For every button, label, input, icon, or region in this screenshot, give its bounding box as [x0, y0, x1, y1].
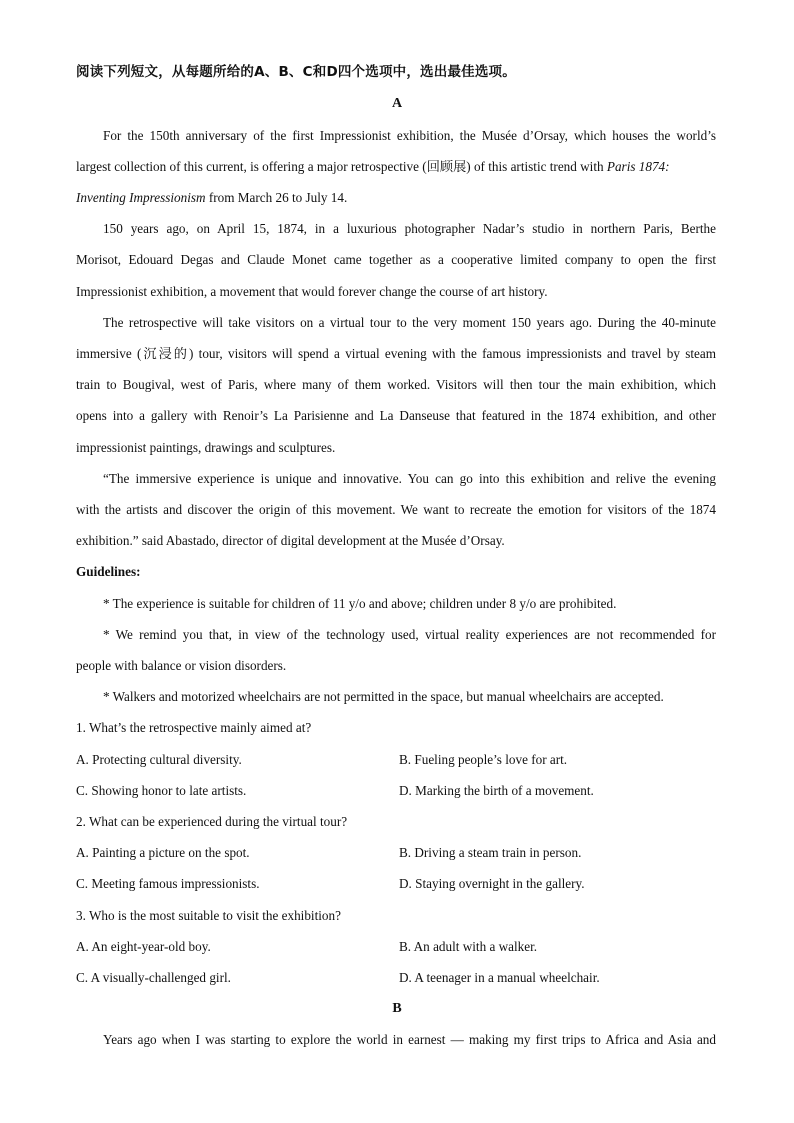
passage-a-p4-line2: with the artists and discover the origin of this movement. We want to recreate the emotion for visitors of the 1874 — [76, 502, 716, 517]
exhibition-title-part1: Paris 1874: — [606, 159, 670, 174]
q2-option-d: D. Staying overnight in the gallery. — [399, 876, 585, 891]
passage-a-p2-line1: 150 years ago, on April 15, 1874, in a luxurious photographer Nadar’s studio in northern Paris, Berthe — [103, 221, 716, 236]
q1-option-a: A. Protecting cultural diversity. — [76, 752, 242, 767]
question-2-stem: 2. What can be experienced during the virtual tour? — [76, 814, 348, 829]
q2-option-a: A. Painting a picture on the spot. — [76, 845, 250, 860]
passage-a-p3-line5: impressionist paintings, drawings and sculptures. — [76, 440, 336, 455]
passage-a-p2-line2: Morisot, Edouard Degas and Claude Monet came together as a cooperative limited company to open the first — [76, 252, 716, 267]
q1-option-c: C. Showing honor to late artists. — [76, 783, 247, 798]
passage-a-p3-line4: opens into a gallery with Renoir’s La Parisienne and La Danseuse that featured in the 1874 exhibition, and other — [76, 408, 716, 423]
guideline-vr-line1: * We remind you that, in view of the technology used, virtual reality experiences are not recommended for — [103, 627, 716, 642]
q3-option-b: B. An adult with a walker. — [399, 939, 538, 954]
q1-option-b: B. Fueling people’s love for art. — [399, 752, 568, 767]
q3-option-c: C. A visually-challenged girl. — [76, 970, 231, 985]
q2-option-c: C. Meeting famous impressionists. — [76, 876, 260, 891]
passage-a-p3-line3: train to Bougival, west of Paris, where many of them worked. Visitors will then tour the main exhibition, which — [76, 377, 716, 392]
section-b-heading: B — [392, 1001, 402, 1016]
passage-a-p1-line3-text: from March 26 to July 14. — [208, 190, 348, 205]
q1-option-d: D. Marking the birth of a movement. — [399, 783, 594, 798]
q3-option-d: D. A teenager in a manual wheelchair. — [399, 970, 600, 985]
section-a-heading: A — [391, 96, 403, 111]
exhibition-title-part2: Inventing Impressionism — [76, 190, 206, 205]
guideline-vr-line2: people with balance or vision disorders. — [76, 658, 287, 673]
passage-a-p1-line1: For the 150th anniversary of the first Impressionist exhibition, the Musée d’Orsay, which houses the world’s — [103, 128, 716, 143]
passage-a-p1-line2-text: largest collection of this current, is offering a major retrospective (回顾展) of this artistic trend with — [76, 159, 604, 174]
q2-option-b: B. Driving a steam train in person. — [399, 845, 582, 860]
passage-a-p3-line1: The retrospective will take visitors on a virtual tour to the very moment 150 years ago. During the 40-minute — [103, 315, 716, 330]
question-3-stem: 3. Who is the most suitable to visit the exhibition? — [76, 908, 341, 923]
passage-a-p4-line1: “The immersive experience is unique and innovative. You can go into this exhibition and relive the evening — [103, 471, 716, 486]
passage-a-p3-line2: immersive (沉浸的) tour, visitors will spend a virtual evening with the famous impressionists and travel by steam — [76, 346, 716, 361]
guidelines-label: Guidelines: — [76, 564, 141, 579]
reading-instruction: 阅读下列短文，从每题所给的A、B、C和D四个选项中，选出最佳选项。 — [76, 64, 516, 80]
guideline-wheelchairs: * Walkers and motorized wheelchairs are not permitted in the space, but manual wheelchairs are accepted. — [103, 689, 664, 704]
passage-a-p1-line2 — [76, 159, 716, 175]
passage-a-p4-line3: exhibition.” said Abastado, director of digital development at the Musée d’Orsay. — [76, 533, 505, 548]
passage-a-p2-line3: Impressionist exhibition, a movement that would forever change the course of art history. — [76, 284, 548, 299]
passage-a-p1-line3 — [76, 190, 716, 206]
passage-b-p1-line1: Years ago when I was starting to explore the world in earnest — making my first trips to Africa and Asia and — [103, 1032, 716, 1047]
guideline-age: * The experience is suitable for children of 11 y/o and above; children under 8 y/o are prohibited. — [103, 596, 617, 611]
q3-option-a: A. An eight-year-old boy. — [76, 939, 211, 954]
question-1-stem: 1. What’s the retrospective mainly aimed at? — [76, 720, 312, 735]
